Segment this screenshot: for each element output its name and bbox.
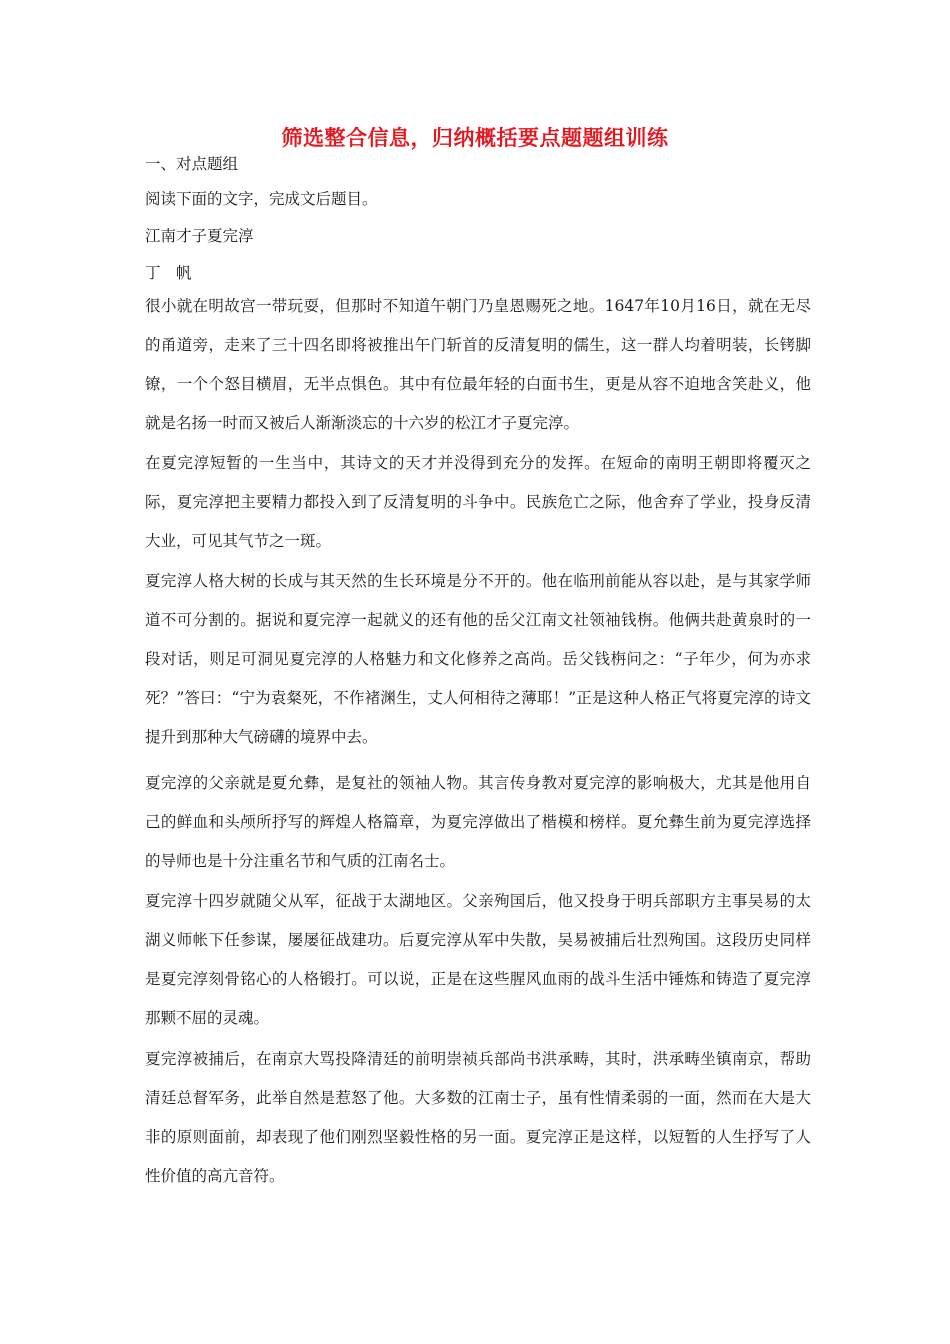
paragraph-1: 很小就在明故宫一带玩耍，但那时不知道午朝门乃皇恩赐死之地。1647年10月16日，就在无尽的甬道旁，走来了三十四名即将被推出午门斩首的反清复明的儒生，这一群人均着明装，长铐脚镣，一个个怒目横眉，无半点惧色。其中有位最年轻的白面书生，更是从容不迫地含笑赴义，他就是名扬一时而又被后人渐渐淡忘的十六岁的松江才子夏完淳。	[145, 297, 811, 432]
article-title: 江南才子夏完淳	[145, 227, 254, 245]
paragraph-3: 夏完淳人格大树的长成与其天然的生长环境是分不开的。他在临刑前能从容以赴，是与其家学师道不可分割的。据说和夏完淳一起就义的还有他的岳父江南文社领袖钱栴。他俩共赴黄泉时的一段对话，则足可洞见夏完淳的人格魅力和文化修养之高尚。岳父钱栴问之：“子年少，何为亦求死？”答曰：“宁为袁粲死，不作褚渊生，丈人何相待之薄耶！”正是这种人格正气将夏完淳的诗文提升到那种大气磅礴的境界中去。	[145, 572, 811, 746]
paragraph-6: 夏完淳被捕后，在南京大骂投降清廷的前明崇祯兵部尚书洪承畴，其时，洪承畴坐镇南京，帮助清廷总督军务，此举自然是惹怒了他。大多数的江南士子，虽有性情柔弱的一面，然而在大是大非的原则面前，却表现了他们刚烈坚毅性格的另一面。夏完淳正是这样，以短暂的人生抒写了人性价值的高亢音符。	[145, 1050, 811, 1185]
article-author: 丁 帆	[145, 264, 192, 282]
document-title: 筛选整合信息，归纳概括要点题题组训练	[281, 125, 669, 150]
instruction-text: 阅读下面的文字，完成文后题目。	[145, 190, 378, 208]
paragraph-4: 夏完淳的父亲就是夏允彝，是复社的领袖人物。其言传身教对夏完淳的影响极大，尤其是他用自己的鲜血和头颅所抒写的辉煌人格篇章，为夏完淳做出了楷模和榜样。夏允彝生前为夏完淳选择的导师也是十分注重名节和气质的江南名士。	[145, 774, 811, 870]
paragraph-5: 夏完淳十四岁就随父从军，征战于太湖地区。父亲殉国后，他又投身于明兵部职方主事吴易的太湖义师帐下任参谋，屡屡征战建功。后夏完淳从军中失散，吴易被捕后壮烈殉国。这段历史同样是夏完淳刻骨铭心的人格锻打。可以说，正是在这些腥风血雨的战斗生活中锤炼和铸造了夏完淳那颗不屈的灵魂。	[145, 892, 811, 1027]
section-heading: 一、对点题组	[145, 155, 239, 173]
paragraph-2: 在夏完淳短暂的一生当中，其诗文的天才并没得到充分的发挥。在短命的南明王朝即将覆灭之际，夏完淳把主要精力都投入到了反清复明的斗争中。民族危亡之际，他舍弃了学业，投身反清大业，可见其气节之一斑。	[145, 454, 811, 550]
